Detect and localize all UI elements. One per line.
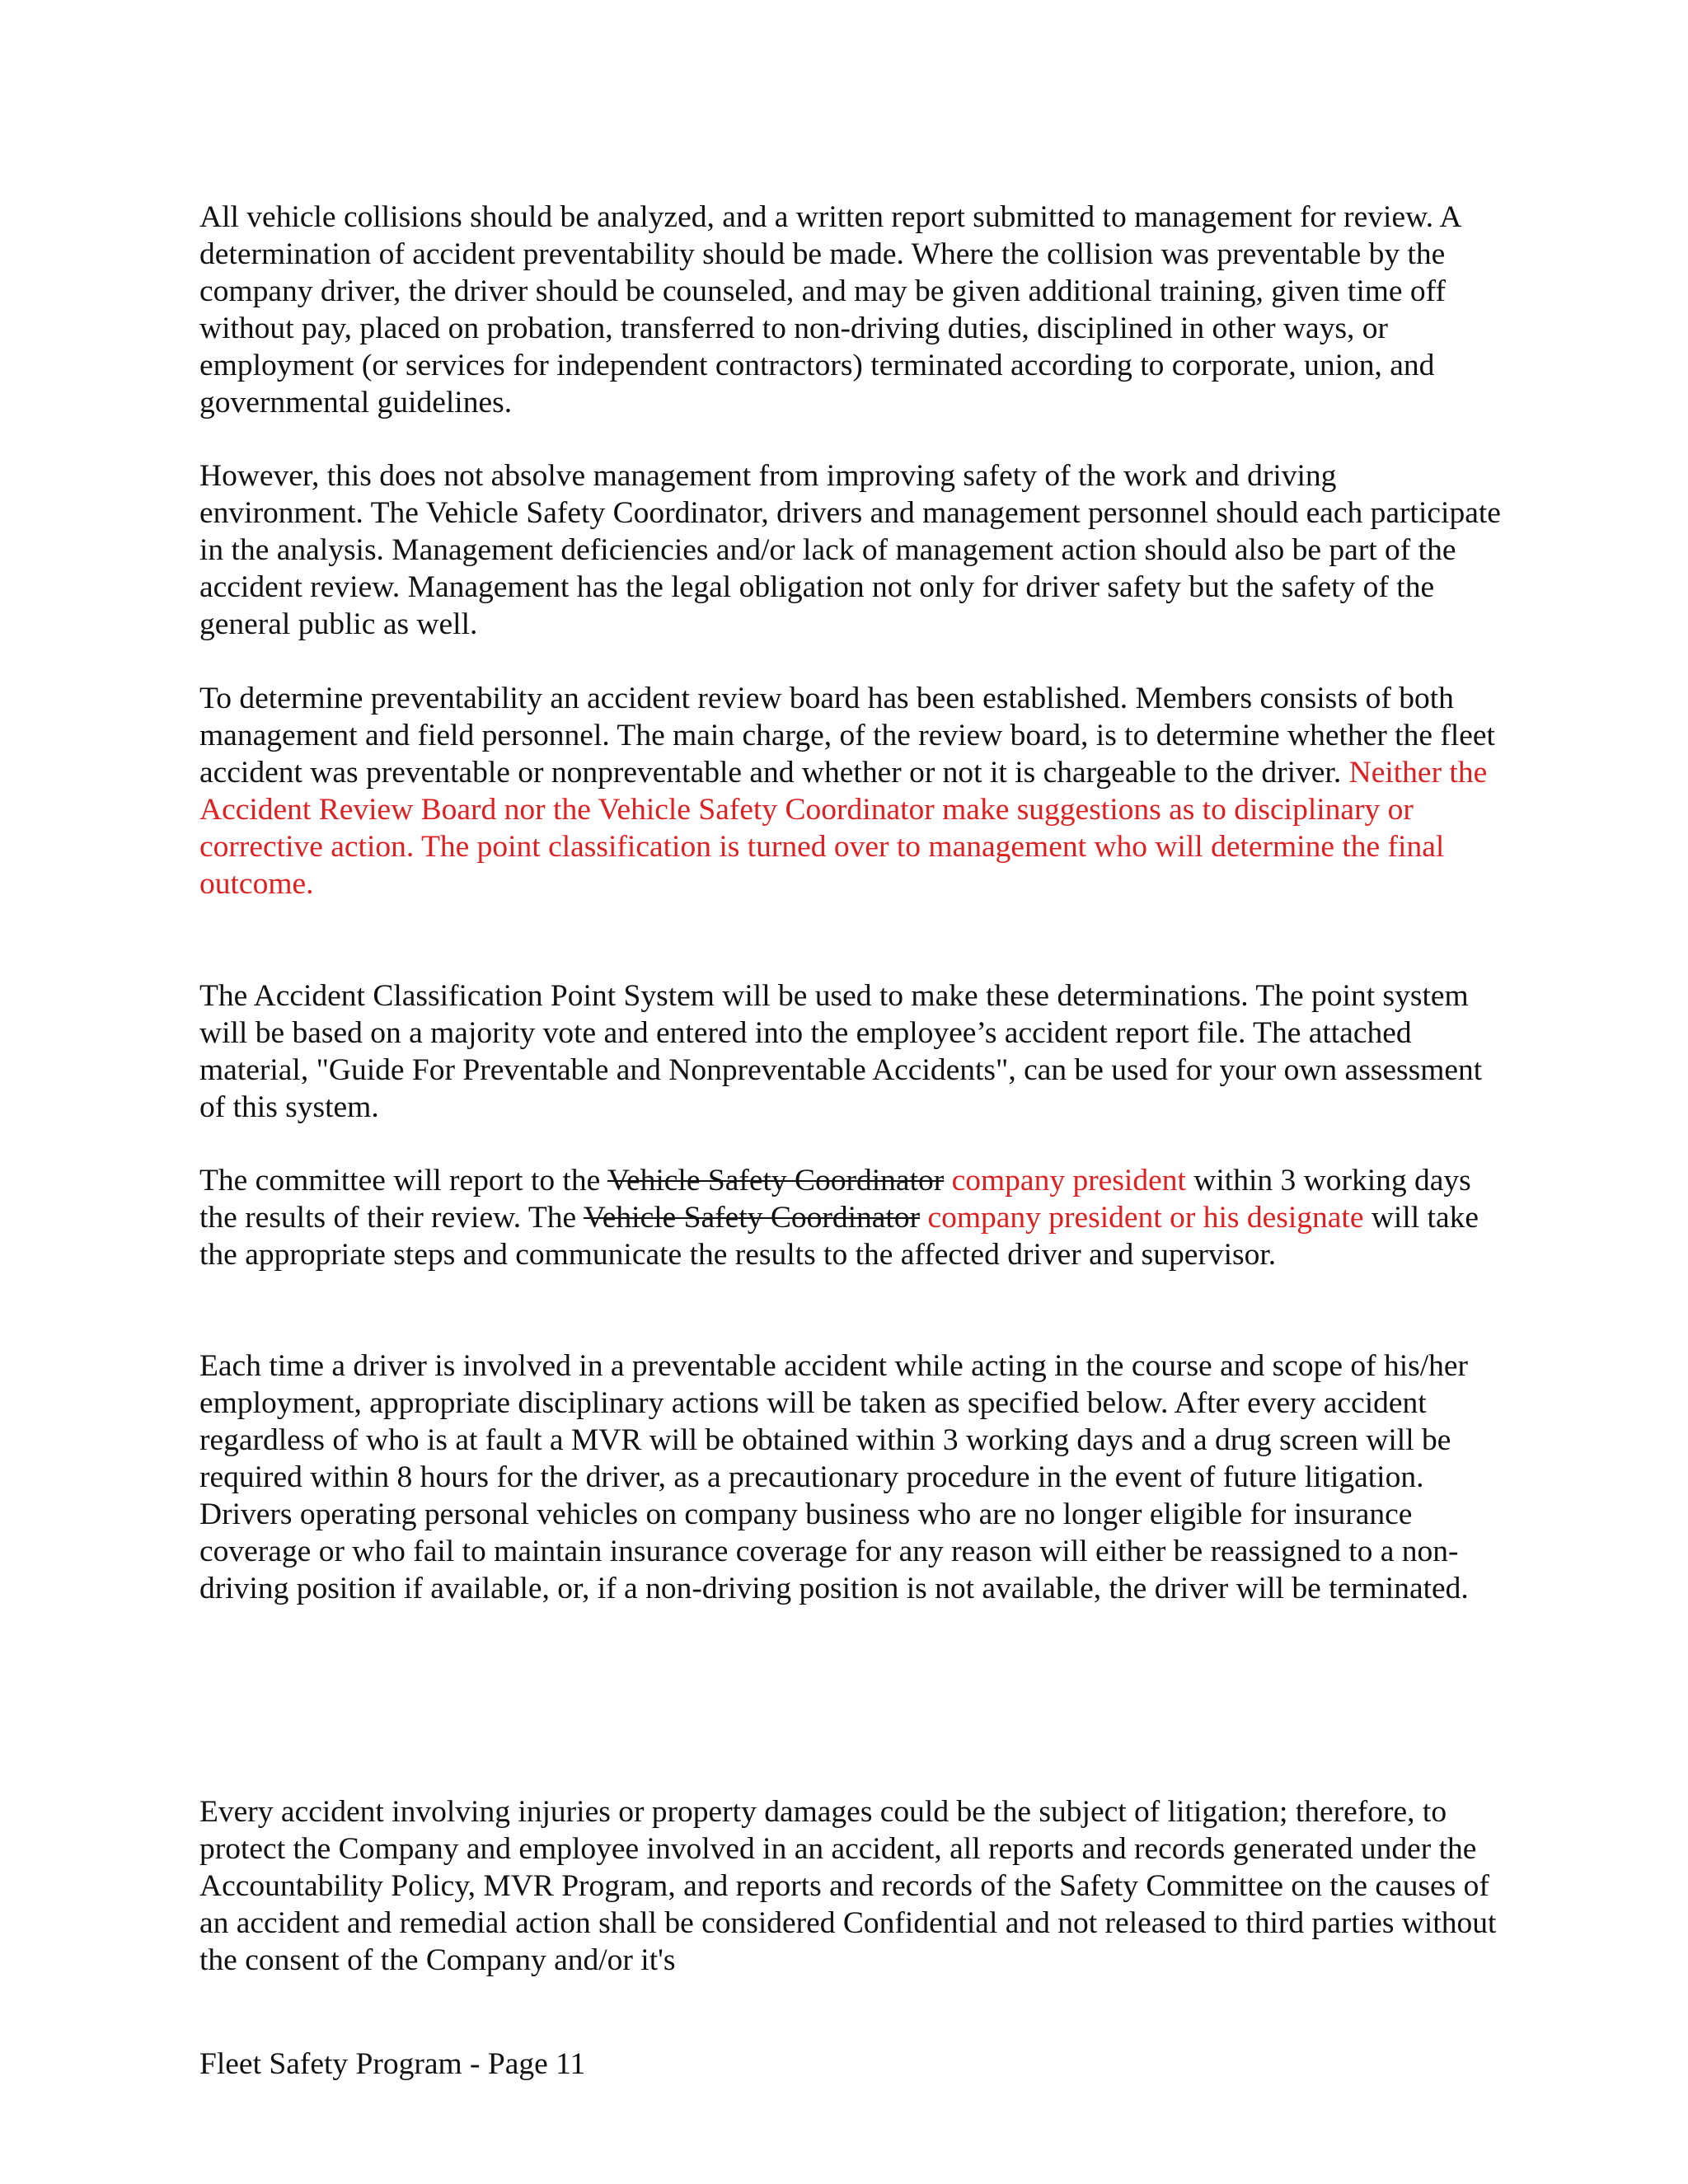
committee-text-c: will take the appropriate steps and communicate the results to the affected driver and supervisor. [199,1201,1479,1272]
paragraph-committee-report [199,1162,1502,1273]
paragraph-collision-analysis: All vehicle collisions should be analyzed, and a written report submitted to management for review. A determination of accident preventability should be made. Where the collision was preventable by the company driver, the driver should be counseled, and may be given additional training, given time off without pay, placed on probation, transferred to non-driving duties, disciplined in other ways, or employment (or services for independent contractors) terminated according to corporate, union, and governmental guidelines. [199,200,1461,419]
revision-text-2: company president or his designate [920,1201,1364,1235]
paragraph-review-board [199,680,1502,902]
paragraph-point-system: The Accident Classification Point System will be used to make these determinations. The point system will be based on a majority vote and entered into the employee’s accident report file. The attached material, "Guide For Preventable and Nonpreventable Accidents", can be used for your own assessment of this system. [199,979,1483,1124]
review-board-revision-text: Neither the Accident Review Board nor the Vehicle Safety Coordinator make suggestions as to disciplinary or corrective action. The point classification is turned over to management who will determine the final outcome. [199,756,1488,901]
struck-text-2: Vehicle Safety Coordinator [583,1201,921,1235]
page-footer: Fleet Safety Program - Page 11 [199,2047,586,2081]
paragraph-confidentiality: Every accident involving injuries or property damages could be the subject of litigation; therefore, to protect the Company and employee involved in an accident, all reports and records generated under the Accountability Policy, MVR Program, and reports and records of the Safety Committee on the causes of an accident and remedial action shall be considered Confidential and not released to third parties without the consent of the Company and/or it's [199,1795,1497,1977]
committee-text-b: within 3 working days the results of their review. The [199,1164,1471,1235]
paragraph-management-responsibility: However, this does not absolve management from improving safety of the work and driving environment. The Vehicle Safety Coordinator, drivers and management personnel should each participate in the analysis. Management deficiencies and/or lack of management action should also be part of the accident review. Management has the legal obligation not only for driver safety but the safety of the general public as well. [199,459,1501,641]
revision-text-1: company president [944,1164,1186,1197]
review-board-text: To determine preventability an accident review board has been established. Members consists of both management and field personnel. The main charge, of the review board, is to determine whether the fleet accident was preventable or nonpreventable and whether or not it is chargeable to the driver. [199,682,1495,790]
committee-text-a: The committee will report to the [199,1164,608,1197]
paragraph-disciplinary-actions: Each time a driver is involved in a preventable accident while acting in the course and scope of his/her employment, appropriate disciplinary actions will be taken as specified below. After every accident regardless of who is at fault a MVR will be obtained within 3 working days and a drug screen will be required within 8 hours for the driver, as a precautionary procedure in the event of future litigation. Drivers operating personal vehicles on company business who are no longer eligible for insurance coverage or who fail to maintain insurance coverage for any reason will either be reassigned to a non-driving position if available, or, if a non-driving position is not available, the driver will be terminated. [199,1349,1469,1605]
struck-text-1: Vehicle Safety Coordinator [607,1164,945,1197]
